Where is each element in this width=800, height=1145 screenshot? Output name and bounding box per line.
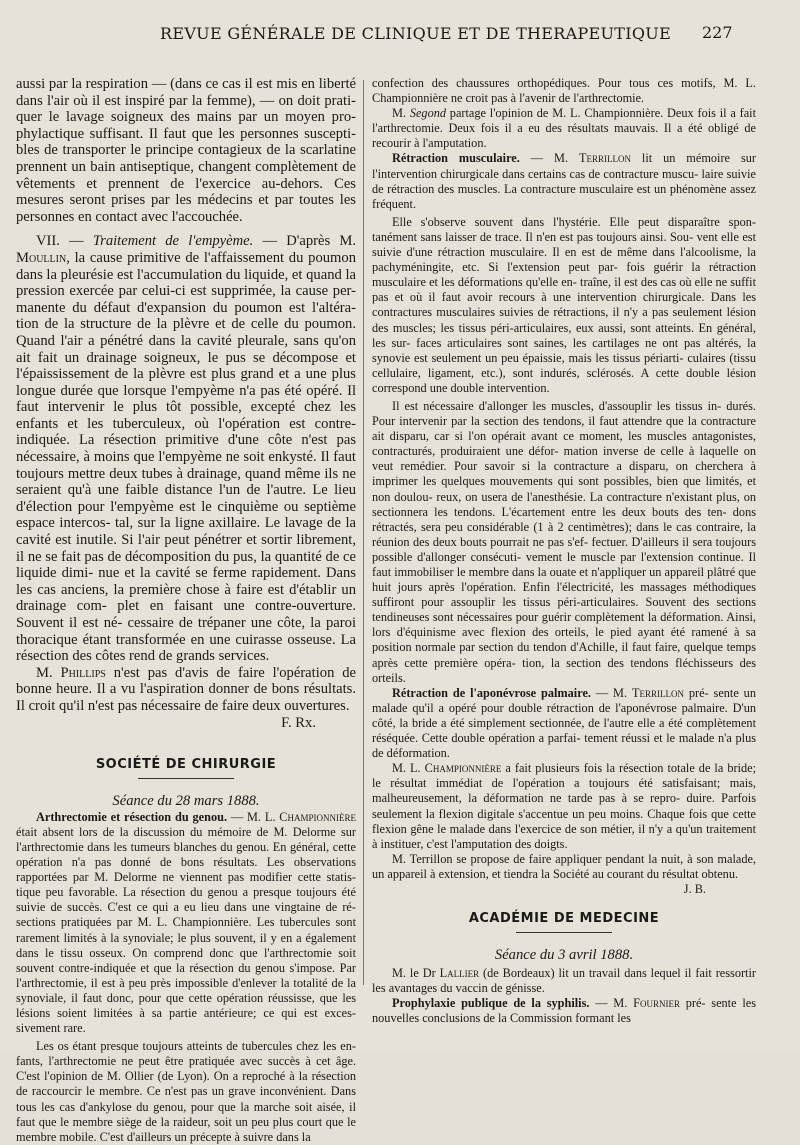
session-date: Séance du 28 mars 1888.	[112, 793, 260, 810]
body-text: pré- sente un malade qu'il a opéré pour double rétraction de l'aponévrose palmaire. D'un côté, la bride a été simplement sectionnée, de l'autre elle a été complètement réséquée. Cette double opération a parfai- tement réussi et le malade n'a plus de déformation.	[372, 685, 756, 761]
author-terrillon: Terrillon	[578, 151, 631, 166]
text-fragment: — M. L.	[227, 809, 276, 824]
paragraph-scarlatine: aussi par la respiration — (dans ce cas il est mis en liberté dans l'air où il est inspiré par la femme), — on doit prati- quer le lavage soigneux des mains par un moyen pro- phylactique suffisant. Il faut que les personnes suscepti- bles de transporter le principe contagieux de la scarlatine prennent un bain antiseptique, changent complètement de vêtements et prennent de l'exercice au-dehors. Ces mesures seront prises par les médecins et par toutes les personnes en contact avec l'accouchée.	[16, 76, 356, 225]
section-heading-chirurgie: SOCIÉTÉ DE CHIRURGIE	[95, 757, 277, 773]
left-column	[16, 76, 356, 1145]
paragraph-aponevrose	[372, 686, 756, 761]
text-fragment: — M.	[519, 151, 569, 166]
body-text: (de Bordeaux) lit un travail dans lequel il fait ressortir les avantages du vaccin de génisse.	[372, 965, 756, 995]
author-championniere: Championnière	[279, 809, 356, 824]
text-fragment: — D'après M.	[262, 233, 356, 250]
paragraph-enfants: Les os étant presque toujours atteints de tubercules chez les en- fants, l'arthrectomie ne peut être pratiquée avec succès à cet âge. C'est l'opinion de M. Ollier (de Lyon). On a reproché à la résection de raccourcir le membre. Ce n'est pas un grave inconvénient. Dans tous les cas d'ankylose du genou, pour que la marche soit aisée, il faut que le membre siège de la raideur, soit un peu plus court que le membre mobile. C'est d'ailleurs un précepte à suivre dans la	[16, 1039, 356, 1144]
heading-empyeme: Traitement de l'empyème.	[92, 233, 254, 250]
section-rule-2	[516, 932, 612, 933]
paragraph-empyeme	[16, 233, 356, 664]
author-championniere-2: Championnière	[424, 761, 502, 776]
paragraph-arthrectomie	[16, 810, 356, 1036]
author-moullin: Moullin	[16, 249, 67, 266]
heading-arthrectomie: Arthrectomie et résection du genou.	[36, 809, 228, 824]
paragraph-phillips	[16, 665, 356, 715]
paragraph-chaussures: confection des chaussures orthopédiques. Pour tous ces motifs, M. L. Championnière ne croit pas à l'avenir de l'arthrectomie.	[372, 76, 756, 106]
paragraph-segond	[372, 106, 756, 151]
paragraph-hysterie: Elle s'observe souvent dans l'hystérie. Elle peut disparaître spon- tanément sans laisser de trace. Il n'en est pas toujours ainsi. Sou- vent elle est suivie d'une rétraction musculaire. Il en est de même dans l'alcoolisme, la pachyméningite, etc. Si l'extension peut par- fois guérir la rétraction musculaire et les déformations qu'elle en- traîne, il est des cas où elle ne suffit pas et où il faut avoir recours à une intervention chirurgicale. Dans les contractures musculaires suivies de rétractions, il n'y a pas seulement lésion des muscles; les tissus péri-articulaires, eux aussi, sont atteints. En général, les sur- faces articulaires sont saines, les cartilages ne ont pas altérés, la synovie est seulement un peu épaissie, mais les tissus périarti- culaires (tissu cellulaire, ligament, etc.), sont indurés, sclérosés. A cette double lésion correspond une double intervention.	[372, 214, 756, 395]
section-rule	[138, 778, 234, 779]
author-phillips: Phillips	[60, 664, 106, 681]
section-heading-academie: ACADÉMIE DE MEDECINE	[468, 911, 660, 927]
body-text: partage l'opinion de M. L. Championnière. Deux fois il a fait l'arthrectomie. Deux fois il a eu des résultats mauvais. Il a été obligé de recourir à l'amputation.	[372, 106, 756, 151]
page-header	[0, 0, 800, 60]
body-text: a fait plusieurs fois la résection totale de la bride; le résultat immédiat de l'opération a toujours été satisfaisant; mais, malheureusement, la déformation ne tarde pas à se repro- duire. Parfois seulement la flexion digitale s'accentue un peu moins. Chaque fois que cette flexion gêne le malade dans l'exercice de son métier, il n'y a qu'un traitement à instituer, c'est l'amputation des doigts.	[372, 761, 757, 851]
heading-aponevrose: Rétraction de l'aponévrose palmaire.	[392, 685, 591, 700]
running-title: REVUE GÉNÉRALE DE CLINIQUE ET DE THERAPEUTIQUE	[160, 24, 672, 43]
author-lallier: Lallier	[439, 965, 480, 980]
body-text: pré- sente les nouvelles conclusions de la Commission formant les	[372, 995, 756, 1025]
paragraph-lallier	[372, 966, 756, 996]
author-fournier: Fournier	[633, 995, 680, 1010]
text-fragment: — M.	[589, 995, 628, 1010]
paragraph-terrillon-appareil: M. Terrillon se propose de faire appliquer pendant la nuit, à son malade, un appareil à extension, et tiendra la Société au courant du résultat obtenu.	[372, 851, 756, 881]
page-number: 227	[702, 23, 733, 42]
body-text: , la cause primitive de l'affaissement du poumon dans la pleurésie est l'accumulation du liquide, et quand la pression exercée par celui-ci est supprimée, la cause per- manente du défaut d'expansion du poumon est l'altéra- tion de la structure de la plèvre et de celle du poumon. Quand l'air a pénétré dans la cavité pleurale, sans qu'on ait fait un drainage soigneux, le pus se décompose et l'épaississement de la plèvre est plus grand et a une plus longue durée que lorsque l'empyème n'a pas été opéré. Il faut intervenir le plus tôt possible, excepté chez les enfants et les tuberculeux, où l'opération est contre-indiquée. La résection primitive d'une côte n'est pas nécessaire, à moins que l'empyème ne soit enkysté. Il faut toujours mettre deux tubes à drainage, quand même ils ne seraient qu'à une faible distance l'un de l'autre. Le lieu d'élection pour l'empyème est le cinquième ou septième espace intercos- tal, sur la ligne axillaire. Le lavage de la cavité est inutile. Si l'air peut pénétrer et sortir librement, il ne se fait pas de décomposition du pus, la quantité de ce liquide dimi- nue et la cavité se ferme rapidement. Dans les cas anciens, la première chose à faire est d'établir un drainage com- plet en faisant une contre-ouverture. Souvent il est né- cessaire de trépaner une côte, la paroi thoracique étant transformée en une cuirasse osseuse. La résection des côtes rend de grands services.	[16, 249, 356, 665]
text-fragment: M. le Dr	[392, 965, 436, 980]
body-text: lit un mémoire sur l'intervention chirurgicale dans certains cas de contracture muscu- laire suivie de rétraction des muscles. La contracture musculaire est un phénomène assez fréquent.	[372, 151, 756, 211]
author-segond: Segond	[409, 106, 447, 121]
text-fragment: — M.	[590, 685, 628, 700]
heading-syphilis: Prophylaxie publique de la syphilis.	[392, 995, 590, 1010]
author-terrillon-2: Terrillon	[631, 685, 684, 700]
session-date-2: Séance du 3 avril 1888.	[494, 947, 634, 964]
text-fragment: M.	[36, 664, 53, 681]
signature-frx: F. Rx.	[281, 714, 316, 731]
paragraph-bride	[372, 761, 756, 852]
body-text: n'est pas d'avis de faire l'opération de bonne heure. Il a vu l'aspiration donner de bons résultats. Il croit qu'il n'est pas nécessaire de faire deux ouvertures.	[16, 664, 356, 714]
paragraph-retraction	[372, 151, 756, 211]
right-column	[372, 76, 756, 1026]
section-number: VII. —	[36, 233, 84, 250]
body-text: était absent lors de la discussion du mémoire de M. Delorme sur l'arthrectomie dans les tumeurs blanches du genou. En général, cette opération n'a pas donné de bons résultats. Les observations rapportées par M. Delorme ne viennent pas modifier cette statis- tique peu favorable. La résection du genou a presque toujours été suivie de succès. C'est ce qui a eu lieu dans une vingtaine de ré- sections pratiquées par M. L. Championnière. Les tubercules sont rarement limités à la synoviale; le plus souvent, il y en a également dans le tissu osseux. On comprend donc que l'arthrectomie soit souvent contre-indiquée et que la résection du genou s'impose. Par l'arthrectomie, il est à peu près impossible d'enlever la totalité de la synoviale, il faut donc, pour que cette opération réussisse, que les lésions soient limitées à sa partie antérieure; ce qui est exces- sivement rare.	[16, 824, 356, 1036]
heading-retraction: Rétraction musculaire.	[392, 151, 520, 166]
text-fragment: M. L.	[392, 761, 421, 776]
text-fragment: M.	[392, 106, 407, 121]
column-divider	[363, 80, 364, 985]
signature-jb: J. B.	[683, 881, 706, 896]
paragraph-syphilis	[372, 996, 756, 1026]
paragraph-muscles: Il est nécessaire d'allonger les muscles, d'assouplir les tissus in- durés. Pour intervenir par la section des tendons, il faut attendre que la contracture ait disparu, car si l'on opérait avant ce moment, les muscles antagonistes, contracturés, produiraient une défor- mation inverse de celle à laquelle on veut remédier. Pour savoir si la contracture a disparu, on cherchera à imprimer les quelques mouvements qui sont possibles, bien que limités, et non doulou- reux, on usera de l'anesthésie. La contracture n'existant plus, on sectionnera les tendons. L'écartement entre les deux bouts des ten- dons rétractés, sera peu considérable (1 à 2 centimètres); dans le cas contraire, la réunion des deux bouts pourrait ne pas s'ef- fectuer. D'ailleurs il sera toujours possible d'allonger consécuti- vement le muscle par l'extension continue. Il faut immobiliser le membre dans la ouate et n'appliquer un appareil plâtré que huit jours après l'opération. Enfin l'électricité, les massages méthodiques suffiront pour assouplir les tissus péri-articulaires. Souvent des sections tendineuses sont nécessaires pour guérir complètement la déformation. Ainsi, lors d'équinisme avec flexion des orteils, le pied ayant été ramené à sa position normale par section du tendon d'Achille, il faut faire, quelque temps après cette première opéra- tion, la section des tendons fléchisseurs des orteils.	[372, 398, 756, 685]
